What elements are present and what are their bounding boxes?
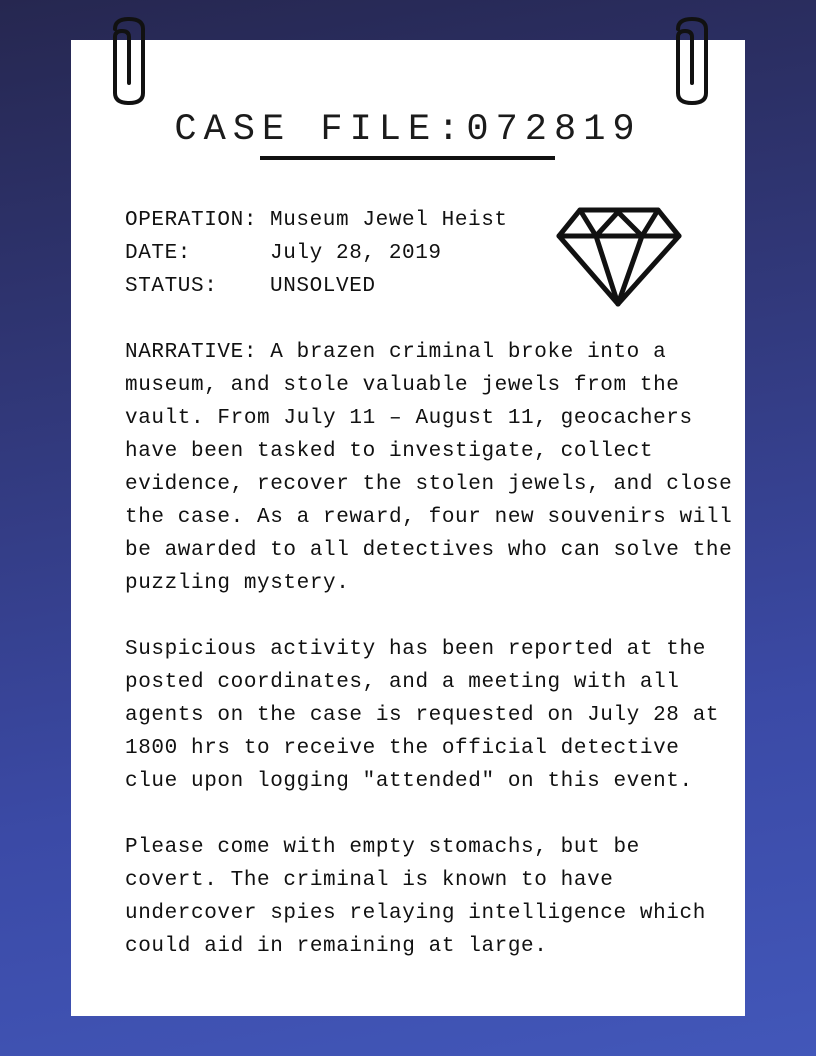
- operation-row: [125, 204, 508, 237]
- narrative-body: [125, 336, 735, 996]
- diamond-icon: [555, 206, 683, 308]
- paperclip-icon: [105, 15, 153, 107]
- title-underline: [260, 156, 555, 160]
- operation-value: Museum Jewel Heist: [270, 209, 508, 232]
- date-label: DATE:: [125, 242, 192, 265]
- narrative-paragraph: Suspicious activity has been reported at the posted coordinates, and a meeting with all agents on the case is requested on July 28 at 1800 hrs to receive the official detective clue upon logging "attended" on this event.: [125, 638, 720, 793]
- status-row: [125, 270, 508, 303]
- paperclip-icon: [668, 15, 716, 107]
- case-file-title: CASE FILE:072819: [174, 109, 642, 151]
- date-value: July 28, 2019: [270, 242, 442, 265]
- status-value: UNSOLVED: [270, 275, 376, 298]
- narrative-paragraph: Please come with empty stomachs, but be covert. The criminal is known to have undercover spies relaying intelligence which could aid in remaining at large.: [125, 836, 706, 958]
- status-label: STATUS:: [125, 275, 218, 298]
- narrative-paragraph: NARRATIVE: A brazen criminal broke into a museum, and stole valuable jewels from the vault. From July 11 – August 11, geocachers have been tasked to investigate, collect evidence, recover the stolen jewels, and close the case. As a reward, four new souvenirs will be awarded to all detectives who can solve the puzzling mystery.: [125, 341, 733, 595]
- operation-label: OPERATION:: [125, 209, 258, 232]
- case-details: [125, 204, 508, 303]
- date-row: [125, 237, 508, 270]
